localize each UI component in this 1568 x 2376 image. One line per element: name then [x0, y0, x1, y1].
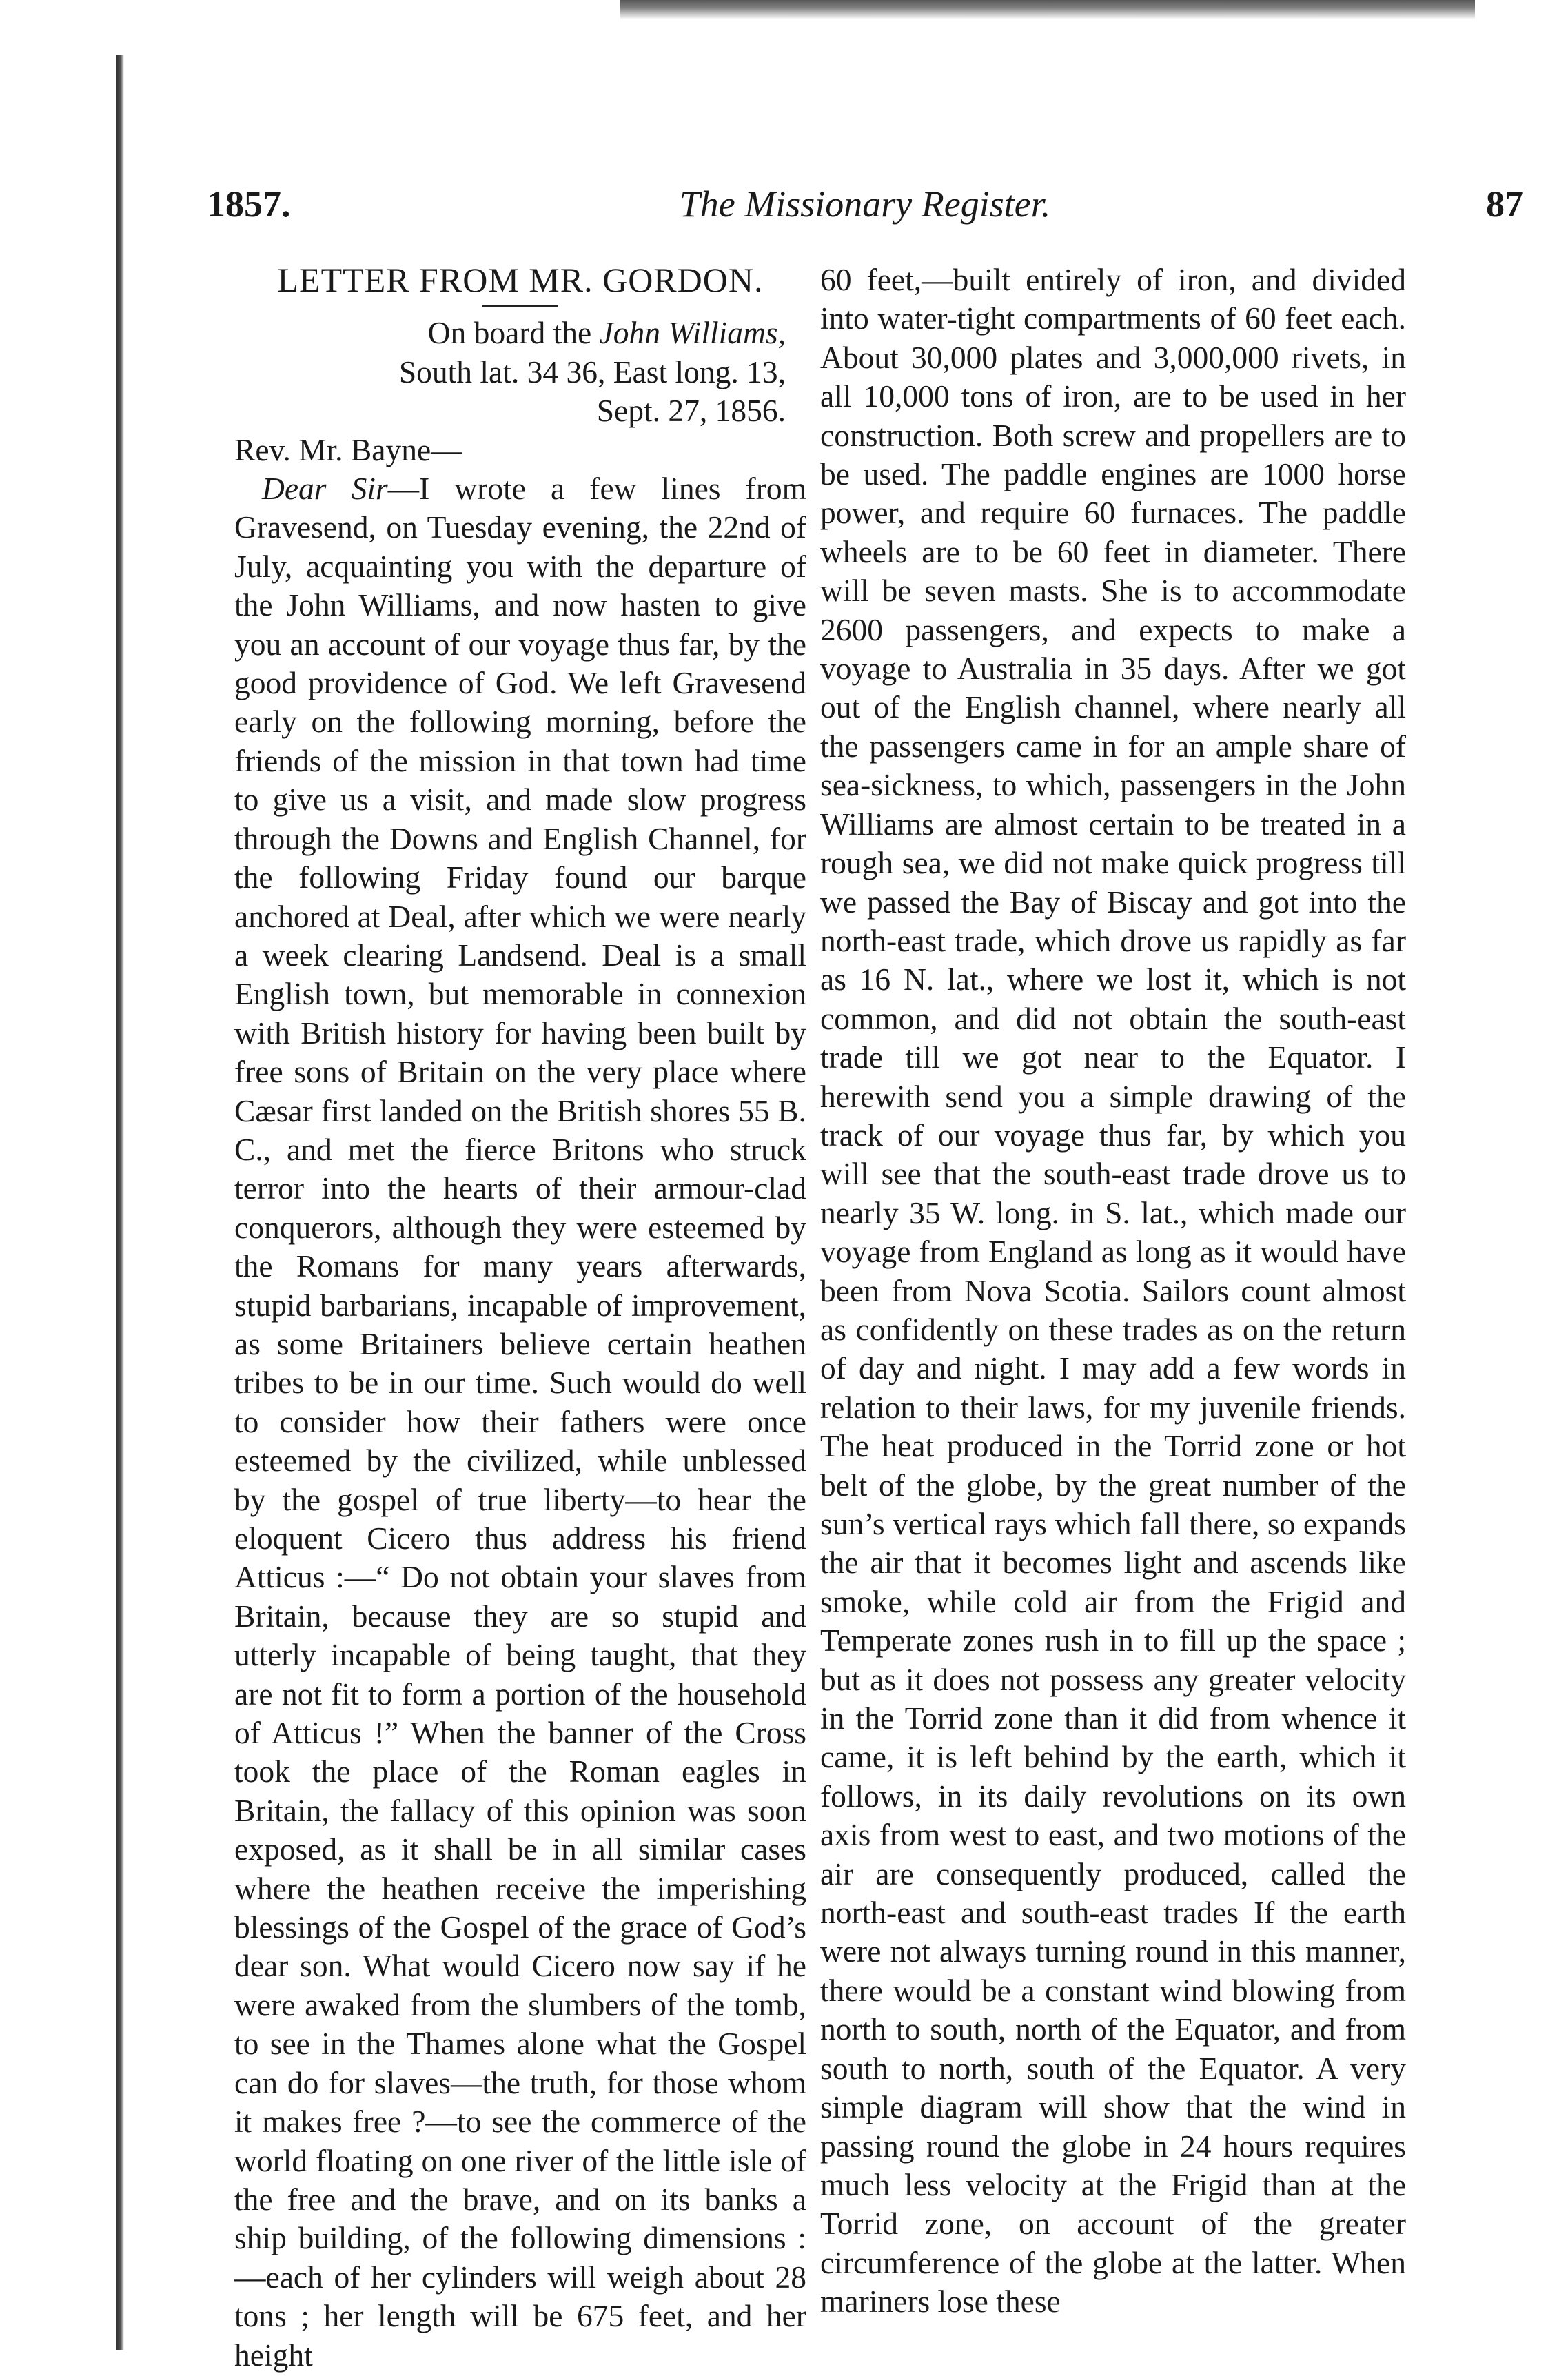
letter-body-left	[234, 469, 806, 2375]
letter-title: LETTER FROM MR. GORDON.	[277, 261, 764, 299]
greeting: Dear Sir	[262, 471, 388, 507]
dateline-ship-name: John Williams,	[599, 315, 786, 351]
letter-body-right: 60 feet,—built entirely of iron, and divided into water-tight compartments of 60 feet each. About 30,000 plates and 3,000,000 rivets, in all 10,000 tons of iron, are to be used in her construction. Both screw and propellers are to be used. The paddle engines are 1000 horse power, and require 60 furnaces. The paddle wheels are to be 60 feet in diameter. There will be seven masts. She is to accommodate 2600 passengers, and expects to make a voyage to Australia in 35 days. After we got out of the English channel, where nearly all the passengers came in for an ample share of sea-sickness, to which, passengers in the John Williams are almost certain to be treated in a rough sea, we did not make quick progress till we passed the Bay of Biscay and got into the north-east trade, which drove us rapidly as far as 16 N. lat., where we lost it, which is not common, and did not obtain the south-east trade till we got near to the Equator. I herewith send you a simple drawing of the track of our voyage thus far, by which you will see that the south-east trade drove us to nearly 35 W. long. in S. lat., which made our voyage from England as long as it would have been from Nova Scotia. Sailors count almost as confidently on these trades as on the return of day and night. I may add a few words in relation to their laws, for my juvenile friends. The heat produced in the Torrid zone or hot belt of the globe, by the great number of the sun’s vertical rays which fall there, so expands the air that it becomes light and ascends like smoke, while cold air from the Frigid and Temperate zones rush in to fill up the space ; but as it does not possess any greater velocity in the Torrid zone than it did from whence it came, it is left behind by the earth, which it follows, in its daily revolutions on its own axis from west to east, and two motions of the air are consequently produced, called the north-east and south-east trades If the earth were not always turning round in this manner, there would be a constant wind blowing from north to south, north of the Equator, and from south to north, south of the Equator. A very simple diagram will show that the wind in passing round the globe in 24 hours requires much less velocity at the Frigid than at the Torrid zone, on account of the greater circumference of the globe at the latter. When mariners lose these	[820, 262, 1406, 2319]
dateline-date: Sept. 27, 1856.	[596, 393, 786, 429]
salutation: Rev. Mr. Bayne—	[234, 431, 462, 467]
page-number: 87	[1486, 183, 1523, 225]
scan-top-edge-shadow	[620, 0, 1475, 19]
right-column	[820, 261, 1406, 2322]
left-column	[234, 261, 806, 2375]
page-gutter-shadow	[116, 55, 124, 2350]
letter-body-left-text: —I wrote a few lines from Gravesend, on Tuesday evening, the 22nd of July, acquainting you with the departure of the John Williams, and now hasten to give you an account of our voyage thus far, by the good providence of God. We left Gravesend early on the following morning, before the friends of the mission in that town had time to give us a visit, and made slow progress through the Downs and English Channel, for the following Friday found our barque anchored at Deal, after which we were nearly a week clearing Landsend. Deal is a small English town, but memorable in connexion with British history for having been built by free sons of Britain on the very place where Cæsar first landed on the British shores 55 B. C., and met the fierce Britons who struck terror into the hearts of their armour-clad conquerors, although they were esteemed by the Romans for many years afterwards, stupid barbarians, incapable of improvement, as some Britainers believe certain heathen tribes to be in our time. Such would do well to consider how their fathers were once esteemed by the civilized, while unblessed by the gospel of true liberty—to hear the eloquent Cicero thus address his friend Atticus :—“ Do not obtain your slaves from Britain, because they are so stupid and utterly incapable of being taught, that they are not fit to form a portion of the household of Atticus !” When the banner of the Cross took the place of the Roman eagles in Britain, the fallacy of this opinion was soon exposed, as it shall be in all similar cases where the heathen receive the imperishing blessings of the Gospel of the grace of God’s dear son. What would Cicero now say if he were awaked from the slumbers of the tomb, to see in the Thames alone what the Gospel can do for slaves—the truth, for those whom it makes free ?—to see the commerce of the world floating on one river of the little isle of the free and the brave, and on its banks a ship building, of the following dimensions :—each of her cylinders will weigh about 28 tons ; her length will be 675 feet, and her height	[234, 471, 807, 2373]
dateline-prefix: On board the	[427, 315, 600, 351]
dateline-position: South lat. 34 36, East long. 13,	[398, 354, 786, 389]
running-head-journal-title: The Missionary Register.	[679, 183, 1051, 225]
running-head-year: 1857.	[207, 183, 291, 225]
running-head	[207, 183, 1523, 238]
title-rule	[482, 305, 558, 307]
dateline	[234, 314, 806, 430]
